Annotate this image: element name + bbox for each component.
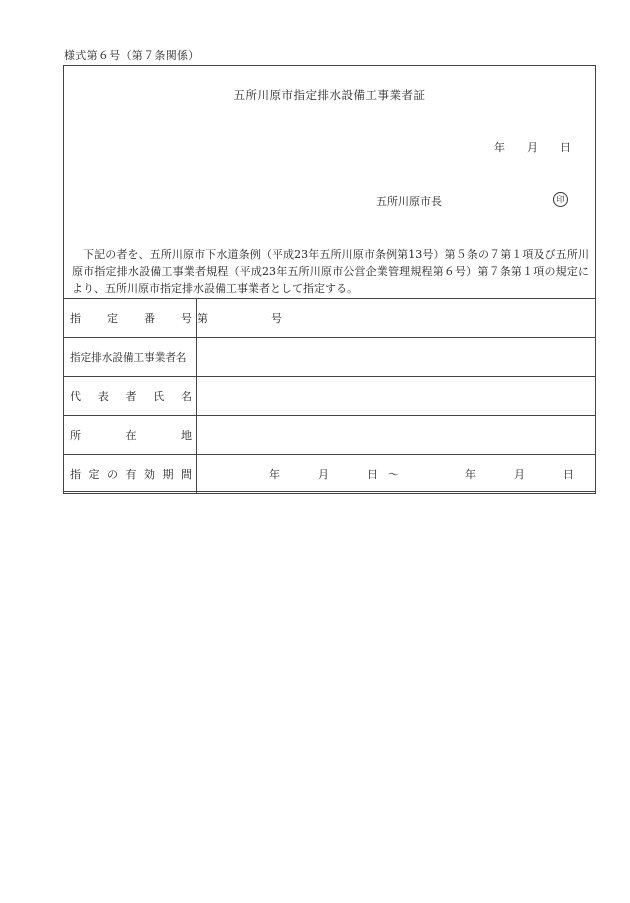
label-char: 表	[97, 390, 109, 403]
period-end-year: 年	[465, 468, 476, 481]
issue-date-year: 年	[494, 141, 505, 154]
address-value	[197, 416, 596, 455]
seal-mark: 印	[553, 192, 568, 207]
designation-suffix: 号	[271, 312, 282, 325]
label-char: 定	[88, 468, 100, 481]
period-start-month: 月	[318, 468, 329, 481]
table-row	[64, 455, 596, 494]
label-char: 在	[125, 429, 137, 442]
form-number-label: 様式第６号（第７条関係）	[64, 49, 200, 62]
label-char: の	[107, 468, 118, 481]
period-start-day: 日	[367, 468, 378, 481]
label-char: 番	[144, 312, 155, 325]
table-row	[64, 377, 596, 416]
table-row	[64, 338, 596, 377]
certificate-title: 五所川原市指定排水設備工事業者証	[233, 88, 426, 102]
label-char: 期	[162, 468, 174, 481]
validity-period-value	[197, 455, 596, 494]
spread-label	[70, 466, 192, 482]
label-char: 者	[125, 390, 137, 403]
contractor-name-label	[64, 338, 197, 377]
issue-date-day: 日	[560, 141, 571, 154]
period-separator: ～	[388, 468, 399, 481]
label-char: 所	[70, 429, 81, 442]
contractor-name-value	[197, 338, 596, 377]
validity-period-label	[64, 455, 197, 494]
label-char: 間	[181, 468, 192, 481]
label-char: 名	[181, 390, 192, 403]
designation-prefix: 第	[197, 312, 208, 325]
label-char: 地	[181, 429, 192, 442]
issue-date	[494, 139, 571, 155]
details-table	[63, 298, 596, 494]
issuer-name: 五所川原市長	[376, 195, 442, 208]
label-char: 定	[107, 312, 118, 325]
certificate-body-text: 下記の者を、五所川原市下水道条例（平成23年五所川原市条例第13号）第５条の７第１項及び五所川原市指定排水設備工事業者規程（平成23年五所川原市公営企業管理規程第６号）第７条第１項の規定により、五所川原市指定排水設備工事業者として指定する。	[72, 248, 589, 295]
label-char: 効	[144, 468, 155, 481]
contractor-name-label-text: 指定排水設備工事業者名	[70, 351, 187, 364]
certificate-body	[72, 246, 589, 297]
label-char: 有	[125, 468, 137, 481]
label-char: 氏	[153, 390, 165, 403]
table-row	[64, 299, 596, 338]
address-label	[64, 416, 197, 455]
period-start-year: 年	[269, 468, 280, 481]
spread-label	[70, 388, 192, 404]
table-row	[64, 416, 596, 455]
label-char: 代	[70, 390, 81, 403]
label-char: 指	[70, 312, 81, 325]
designation-number-value	[197, 299, 596, 338]
label-char: 指	[70, 468, 81, 481]
representative-name-value	[197, 377, 596, 416]
issue-date-month: 月	[527, 141, 538, 154]
designation-number-line	[197, 310, 595, 326]
representative-name-label	[64, 377, 197, 416]
validity-period-line	[197, 466, 595, 482]
spread-label	[70, 427, 192, 443]
spread-label	[70, 310, 192, 326]
label-char: 号	[181, 312, 192, 325]
certificate-frame	[63, 65, 596, 492]
period-end-month: 月	[514, 468, 525, 481]
period-end-day: 日	[563, 468, 574, 481]
designation-number-label	[64, 299, 197, 338]
